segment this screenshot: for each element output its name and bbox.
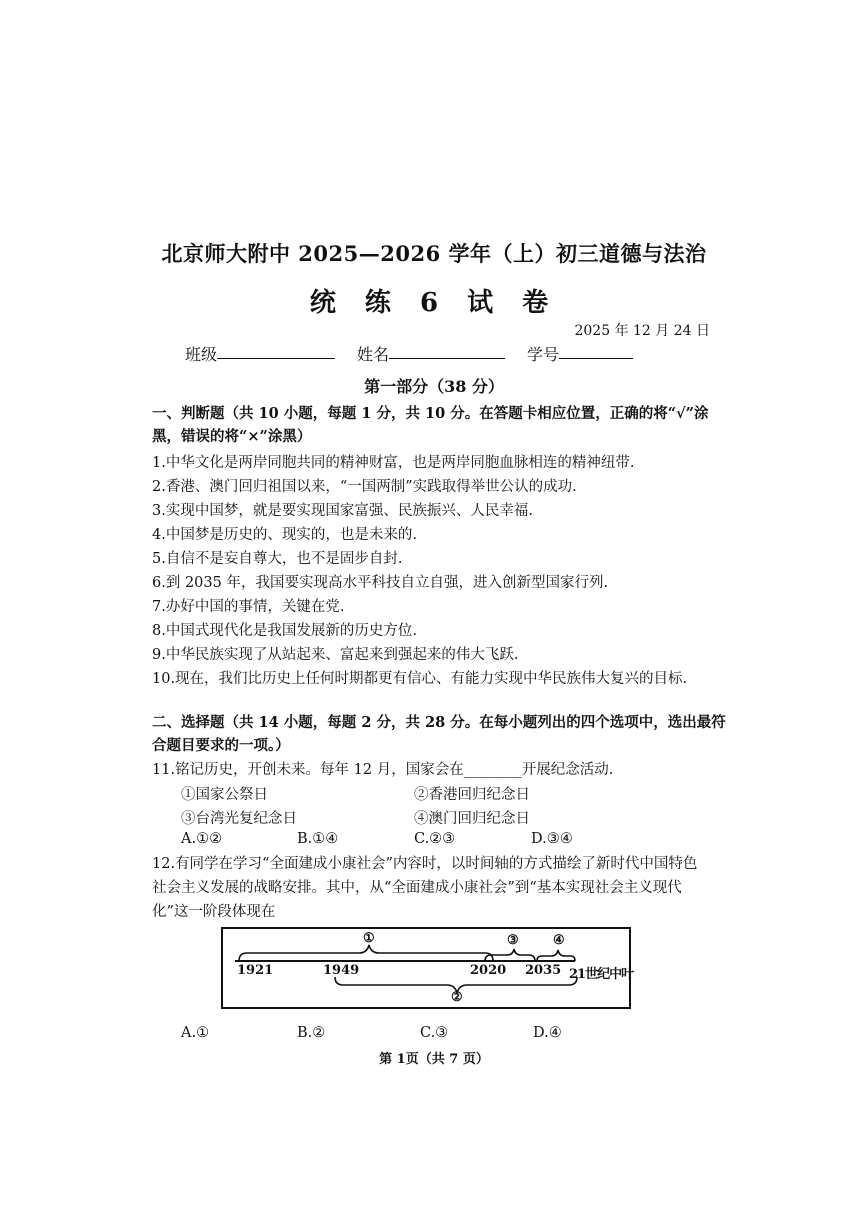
q11-choice-b: B.①④ xyxy=(297,831,339,847)
timeline-mark-4: ④ xyxy=(553,933,565,948)
id-blank xyxy=(559,342,633,359)
section1-instruction-line1: 一、判断题（共 10 小题，每题 1 分，共 10 分。在答题卡相应位置，正确的将“√”涂 xyxy=(152,405,709,422)
exam-title: 北京师大附中 2025—2026 学年（上）初三道德与法治 xyxy=(161,241,707,266)
q12-timeline-diagram xyxy=(221,927,634,1009)
timeline-year-2035: 2035 xyxy=(525,963,562,978)
q11-stem: 11.铭记历史，开创未来。每年 12 月，国家会在________开展纪念活动. xyxy=(152,762,614,778)
q11-option-4: ④澳门回归纪念日 xyxy=(414,811,530,827)
q11-choice-d: D.③④ xyxy=(531,831,573,847)
section1-instruction-line2: 黑，错误的将“×”涂黑） xyxy=(152,428,312,445)
judge-item-8: 8.中国式现代化是我国发展新的历史方位. xyxy=(152,623,417,639)
judge-item-3: 3.实现中国梦，就是要实现国家富强、民族振兴、人民幸福. xyxy=(152,503,533,519)
class-label: 班级 xyxy=(185,345,218,364)
q11-choice-c: C.②③ xyxy=(414,831,456,847)
timeline-year-1949: 1949 xyxy=(323,963,360,978)
class-blank xyxy=(217,342,335,359)
q12-choice-d: D.④ xyxy=(533,1025,562,1041)
page-number: 第 1页（共 7 页） xyxy=(379,1052,489,1067)
timeline-mark-1: ① xyxy=(363,931,375,946)
timeline-year-mid-century: 21世纪中叶 xyxy=(569,967,634,982)
timeline-mark-3: ③ xyxy=(507,933,519,948)
judge-item-7: 7.办好中国的事情，关键在党. xyxy=(152,599,345,615)
judge-item-6: 6.到 2035 年，我国要实现高水平科技自立自强，进入创新型国家行列. xyxy=(152,575,609,591)
q11-option-2: ②香港回归纪念日 xyxy=(414,787,530,803)
part1-heading: 第一部分（38 分） xyxy=(364,377,504,396)
timeline-mark-2: ② xyxy=(451,990,463,1005)
judge-item-1: 1.中华文化是两岸同胞共同的精神财富，也是两岸同胞血脉相连的精神纽带. xyxy=(152,455,635,471)
q11-choice-a: A.①② xyxy=(181,831,223,847)
q12-choice-c: C.③ xyxy=(420,1025,449,1041)
q11-option-1: ①国家公祭日 xyxy=(181,787,268,803)
q12-stem-line2: 社会主义发展的战略安排。其中，从“全面建成小康社会”到“基本实现社会主义现代 xyxy=(152,880,682,896)
student-info-row xyxy=(185,342,655,365)
brace-1 xyxy=(239,945,493,961)
brace-4 xyxy=(537,950,575,961)
section2-instruction-line2: 合题目要求的一项。） xyxy=(152,737,290,754)
name-label: 姓名 xyxy=(357,345,390,364)
judge-item-9: 9.中华民族实现了从站起来、富起来到强起来的伟大飞跃. xyxy=(152,647,519,663)
q12-stem-line3: 化”这一阶段体现在 xyxy=(152,904,276,920)
name-blank xyxy=(389,342,505,359)
exam-subtitle: 统 练 6 试 卷 xyxy=(309,288,559,318)
id-label: 学号 xyxy=(527,345,560,364)
exam-date: 2025 年 12 月 24 日 xyxy=(574,323,710,339)
judge-item-4: 4.中国梦是历史的、现实的，也是未来的. xyxy=(152,527,417,543)
timeline-year-1921: 1921 xyxy=(237,963,274,978)
timeline-year-2020: 2020 xyxy=(470,963,507,978)
q12-choice-b: B.② xyxy=(297,1025,326,1041)
q12-choice-a: A.① xyxy=(181,1025,210,1041)
judge-item-2: 2.香港、澳门回归祖国以来，“一国两制”实践取得举世公认的成功. xyxy=(152,479,577,495)
section2-instruction-line1: 二、选择题（共 14 小题，每题 2 分，共 28 分。在每小题列出的四个选项中，选出最符 xyxy=(152,714,726,731)
judge-item-10: 10.现在，我们比历史上任何时期都更有信心、有能力实现中华民族伟大复兴的目标. xyxy=(152,671,688,687)
q12-stem-line1: 12.有同学在学习“全面建成小康社会”内容时，以时间轴的方式描绘了新时代中国特色 xyxy=(152,856,698,872)
judge-item-5: 5.自信不是妄自尊大，也不是固步自封. xyxy=(152,551,403,567)
q11-option-3: ③台湾光复纪念日 xyxy=(181,811,297,827)
